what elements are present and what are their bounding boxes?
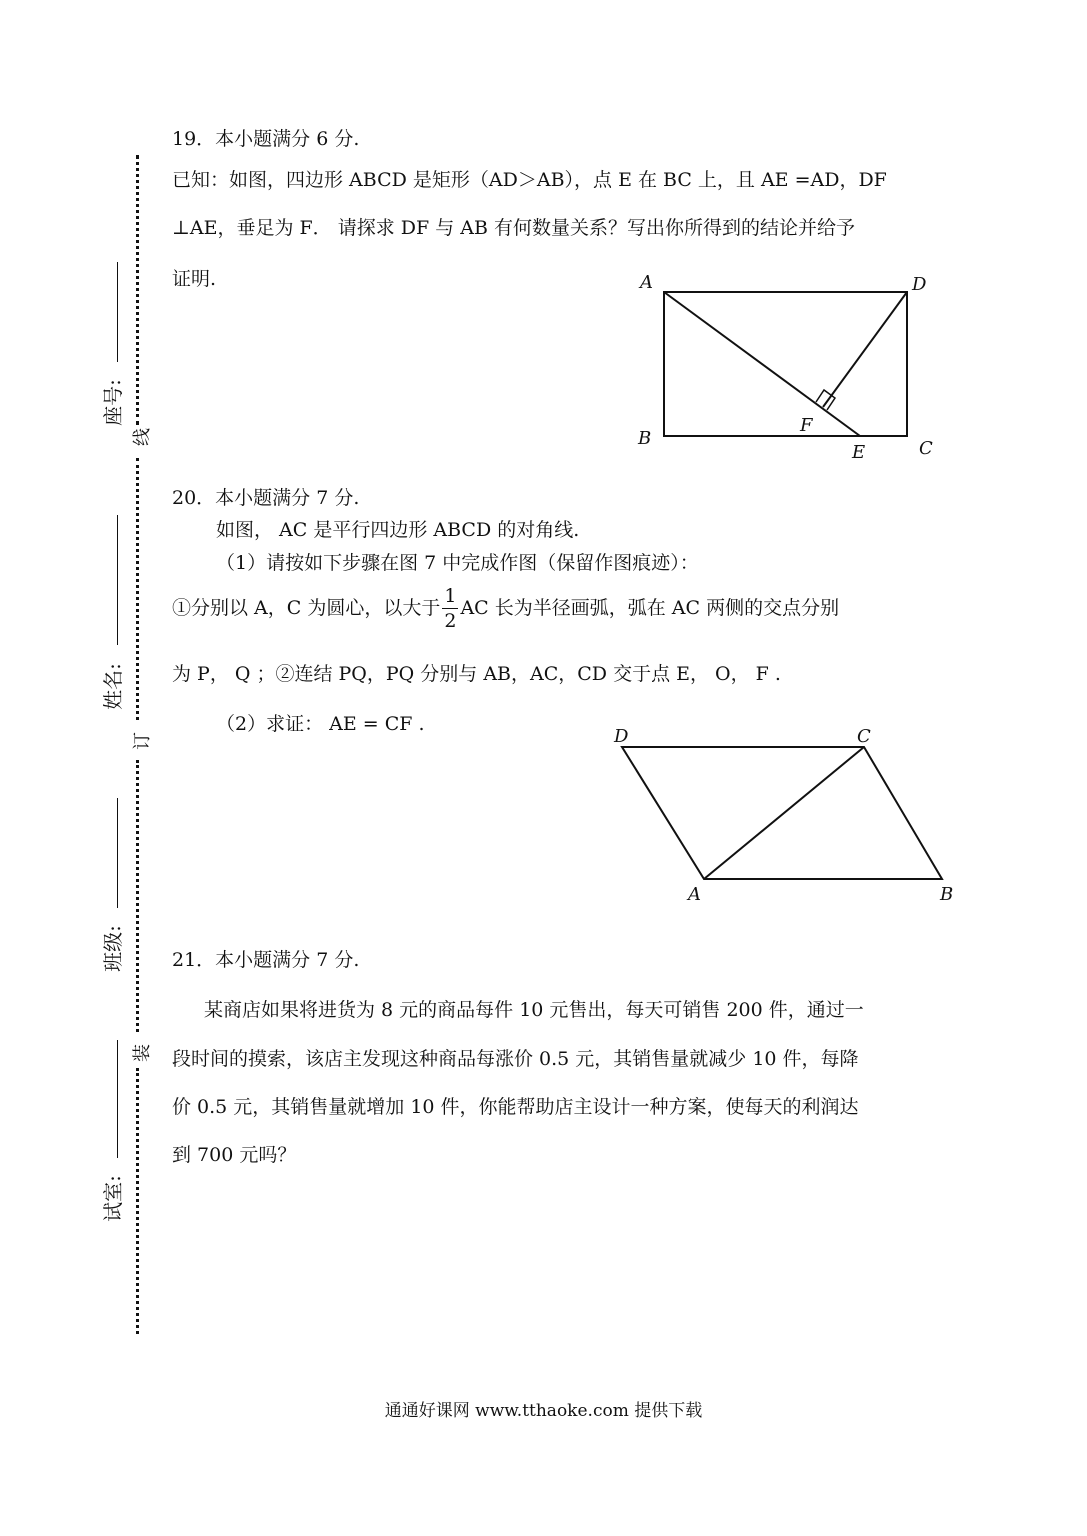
q20-heading: 20．本小题满分 7 分. [172,487,360,509]
fraction-denominator: 2 [444,610,457,632]
name-underline [117,515,118,645]
label-d: D [614,726,629,747]
q20-line-4: 为 P， Q ；②连结 PQ，PQ 分别与 AB，AC，CD 交于点 E， O， F . [172,663,781,685]
seat-label: 座号: [100,379,125,426]
margin-mark-line: 线 [132,428,153,446]
q20-line-3a: ①分别以 A，C 为圆心，以大于 [172,597,441,619]
label-a: A [688,884,701,905]
q21-heading: 21．本小题满分 7 分. [172,949,360,971]
diagonal-ac [704,747,864,879]
q21-line-1: 某商店如果将进货为 8 元的商品每件 10 元售出，每天可销售 200 件，通过一 [204,999,864,1021]
q20-line-1: 如图， AC 是平行四边形 ABCD 的对角线. [216,519,580,541]
q19-rectangle-figure [620,265,950,465]
q21-line-2: 段时间的摸索，该店主发现这种商品每涨价 0.5 元，其销售量就减少 10 件，每降 [172,1048,859,1070]
label-c: C [857,726,871,747]
room-underline [117,1040,118,1158]
q19-line-3: 证明. [172,268,217,290]
label-e: E [852,442,866,463]
q20-line-5: （2）求证： AE = CF . [216,713,425,735]
dotted-line-1 [136,155,139,425]
fraction-numerator: 1 [444,585,457,607]
dotted-line-4 [136,1068,139,1334]
parallelogram-abcd [622,747,942,879]
q20-parallelogram-figure [600,722,970,912]
rect-abcd [664,292,907,436]
dotted-line-2 [136,458,139,720]
q19-line-2: ⊥AE，垂足为 F． 请探求 DF 与 AB 有何数量关系？写出你所得到的结论并给予 [172,217,855,239]
q19-heading: 19．本小题满分 6 分. [172,128,360,150]
label-c: C [919,438,933,459]
label-b: B [940,884,954,905]
label-f: F [800,415,813,436]
q20-line-3 [172,587,839,631]
class-underline [117,798,118,908]
label-b: B [638,428,652,449]
segment-df [823,292,907,407]
fraction-one-half [442,587,458,631]
q20-line-2: （1）请按如下步骤在图 7 中完成作图（保留作图痕迹）： [216,552,699,574]
room-label: 试室: [100,1175,125,1222]
label-a: A [640,272,653,293]
q20-line-3b: AC 长为半径画弧，弧在 AC 两侧的交点分别 [460,597,840,619]
q21-line-3: 价 0.5 元，其销售量就增加 10 件，你能帮助店主设计一种方案，使每天的利润达 [172,1096,859,1118]
q21-line-4: 到 700 元吗？ [172,1144,297,1166]
class-label: 班级: [100,925,125,972]
label-d: D [912,274,927,295]
margin-mark-zhuang: 装 [132,1044,153,1062]
name-label: 姓名: [100,663,125,710]
margin-mark-ding: 订 [132,732,153,750]
q19-line-1: 已知：如图，四边形 ABCD 是矩形（AD＞AB），点 E 在 BC 上，且 AE =AD，DF [172,169,887,191]
dotted-line-3 [136,760,139,1032]
page-footer: 通通好课网 www.tthaoke.com 提供下载 [384,1401,703,1421]
segment-ae [664,292,860,436]
seat-underline [117,262,118,362]
